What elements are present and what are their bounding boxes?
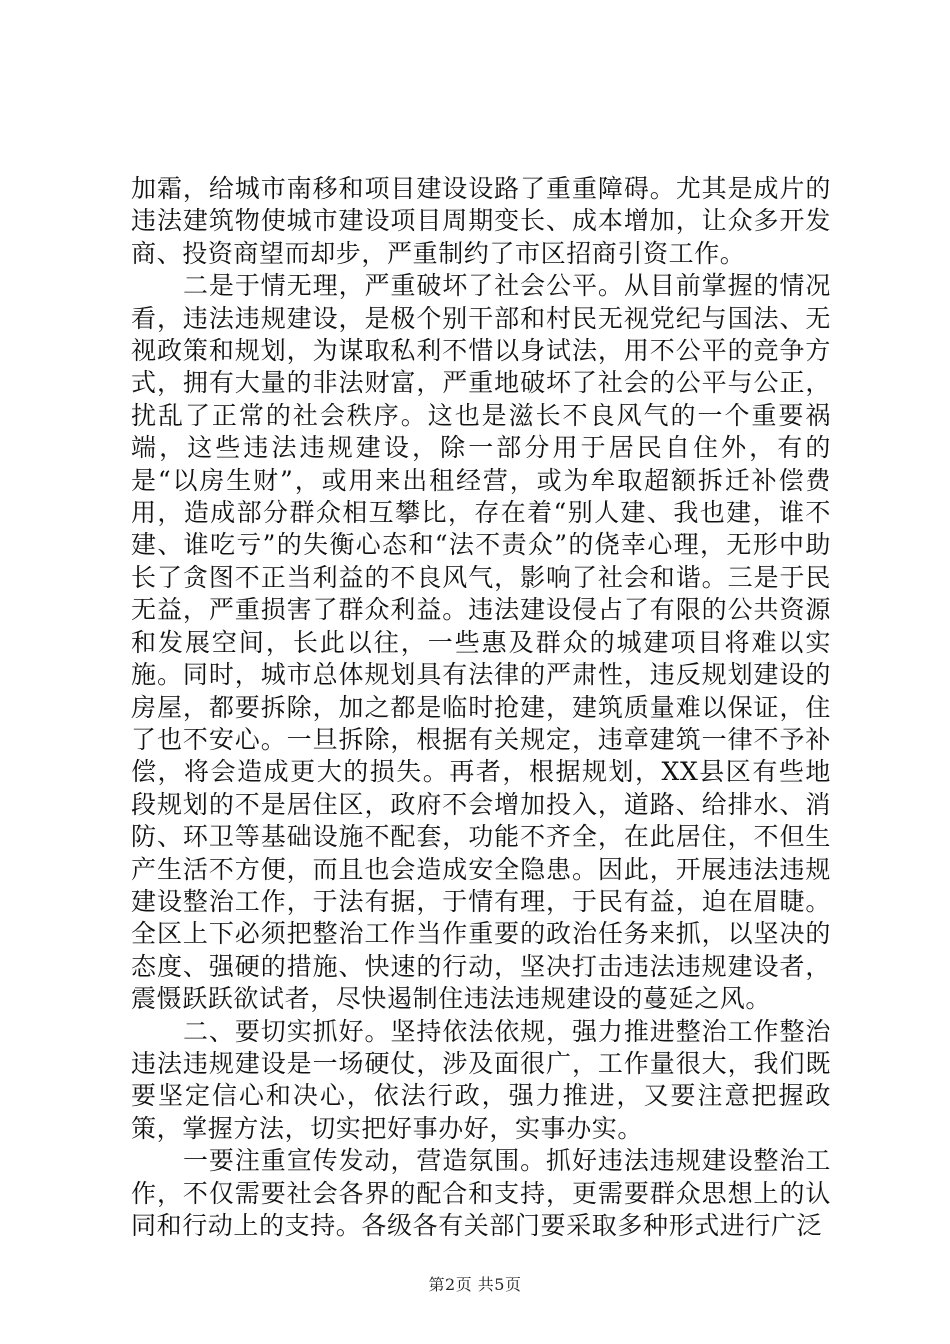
paragraph-publicity: 一要注重宣传发动，营造氛围。抓好违法违规建设整治工作，不仅需要社会各界的配合和支持，更需要群众思想上的认同和行动上的支持。各级各有关部门要采取多种形式进行广泛 bbox=[131, 1146, 831, 1240]
paragraph-continuation: 加霜，给城市南移和项目建设设路了重重障碍。尤其是成片的违法建筑物使城市建设项目周期变长、成本增加，让众多开发商、投资商望而却步，严重制约了市区招商引资工作。 bbox=[131, 174, 831, 268]
paragraph-section-two: 二、要切实抓好。坚持依法依规，强力推进整治工作整治违法违规建设是一场硬仗，涉及面很广，工作量很大，我们既要坚定信心和决心，依法行政，强力推进，又要注意把握政策，掌握方法，切实把好事办好，实事办实。 bbox=[131, 1016, 831, 1143]
paragraph-social-fairness: 二是于情无理，严重破坏了社会公平。从目前掌握的情况看，违法违规建设，是极个别干部和村民无视党纪与国法、无视政策和规划，为谋取私利不惜以身试法，用不公平的竞争方式，拥有大量的非法财富，严重地破坏了社会的公平与公正，扰乱了正常的社会秩序。这也是滋长不良风气的一个重要祸端，这些违法违规建设，除一部分用于居民自住外，有的是“以房生财”，或用来出租经营，或为牟取超额拆迁补偿费用，造成部分群众相互攀比，存在着“别人建、我也建，谁不建、谁吃亏”的失衡心态和“法不责众”的侥幸心理，无形中助长了贪图不正当利益的不良风气，影响了社会和谐。三是于民无益，严重损害了群众利益。违法建设侵占了有限的公共资源和发展空间，长此以往，一些惠及群众的城建项目将难以实施。同时，城市总体规划具有法律的严肃性，违反规划建设的房屋，都要拆除，加之都是临时抢建，建筑质量难以保证，住了也不安心。一旦拆除，根据有关规定，违章建筑一律不予补偿，将会造成更大的损失。再者，根据规划，XX县区有些地段规划的不是居住区，政府不会增加投入，道路、给排水、消防、环卫等基础设施不配套，功能不齐全，在此居住，不但生产生活不方便，而且也会造成安全隐患。因此，开展违法违规建设整治工作，于法有据，于情有理，于民有益，迫在眉睫。全区上下必须把整治工作当作重要的政治任务来抓，以坚决的态度、强硬的措施、快速的行动，坚决打击违法违规建设者，震慑跃跃欲试者，尽快遏制住违法违规建设的蔓延之风。 bbox=[131, 271, 831, 1014]
document-body bbox=[131, 173, 831, 1242]
page-number-footer: 第2页 共5页 bbox=[428, 1275, 522, 1294]
